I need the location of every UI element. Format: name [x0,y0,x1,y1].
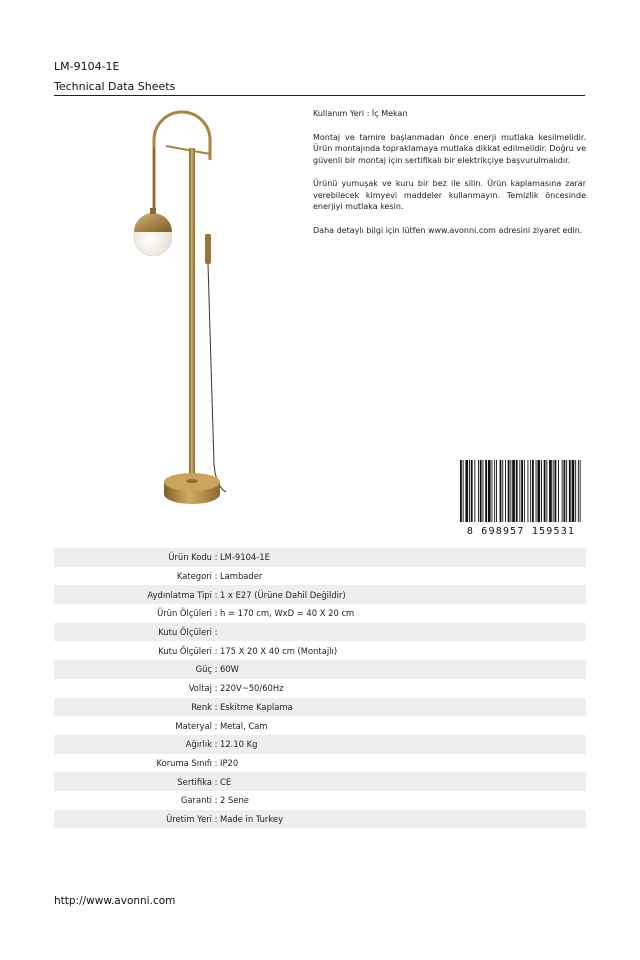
barcode-bar [500,460,502,522]
spec-value: LM-9104-1E [220,552,270,563]
specifications-table [54,548,586,828]
spec-label: Garanti [180,795,212,806]
spec-label: Kutu Ölçüleri [158,645,212,656]
spec-label: Aydınlatma Tipi [147,589,212,600]
spec-label: Ürün Ölçüleri [157,608,212,619]
spec-separator: : [214,589,218,600]
spec-separator: : [214,683,218,694]
spec-separator: : [214,813,218,824]
spec-row [54,567,586,586]
spec-row [54,604,586,623]
barcode-bar [471,460,473,522]
spec-value: 1 x E27 (Ürüne Dahil Değildir) [220,589,346,600]
spec-separator: : [214,795,218,806]
spec-separator: : [214,701,218,712]
barcode-bar [505,460,506,522]
spec-value: 2 Sene [220,795,249,806]
barcode-bar [553,460,554,522]
barcode-bar [488,460,491,522]
usage-information [313,108,586,248]
spec-value: Eskitme Kaplama [220,701,293,712]
spec-label: Kutu Ölçüleri [158,627,212,638]
spec-separator: : [214,645,218,656]
barcode-bar [474,460,475,522]
barcode-bar [564,460,566,522]
barcode-bar [510,460,511,522]
product-barcode [458,460,584,536]
barcode-bar [530,460,531,522]
barcode-bar [562,460,563,522]
barcode-bar [537,460,540,522]
spec-separator: : [214,757,218,768]
barcode-bar [519,460,520,522]
spec-value: 175 X 20 X 40 cm (Montajlı) [220,645,338,656]
spec-value: 220V~50/60Hz [220,683,284,694]
barcode-bar [469,460,470,522]
spec-row [54,698,586,717]
barcode-bar [494,460,495,522]
barcode-bar [483,460,484,522]
barcode-bar [578,460,579,522]
barcode-bar [508,460,510,522]
barcode-bar [465,460,468,522]
spec-value: Lambader [220,571,263,582]
spec-row [54,754,586,773]
spec-row [54,791,586,810]
barcode-bar [541,460,542,522]
spec-row [54,735,586,754]
barcode-bar [460,460,462,522]
barcode-bar [480,460,482,522]
barcode-bar [512,460,515,522]
barcode-bar [569,460,571,522]
document-code: LM-9104-1E [54,60,120,73]
spec-label: Üretim Yeri [166,813,212,824]
spec-value: 60W [220,664,239,675]
spec-separator: : [214,720,218,731]
barcode-bar [532,460,534,522]
spec-separator: : [214,664,218,675]
spec-value: 12.10 Kg [220,739,258,750]
spec-label: Sertifika [177,776,212,787]
barcode-digits: 8 698957 159531 [466,526,576,536]
cleaning-paragraph: Ürünü yumuşak ve kuru bir bez ile silin. Ürün kaplamasına zarar verebilecek kimyevi maddeler kullanmayın. Temizlik öncesinde enerjiyi mutlaka kesin. [313,179,586,211]
spec-row [54,660,586,679]
barcode-bar [485,460,487,522]
barcode-bar [492,460,493,522]
spec-value: h = 170 cm, WxD = 40 X 20 cm [220,608,355,619]
usage-location: Kullanım Yeri : İç Mekan [313,109,408,118]
spec-row [54,772,586,791]
spec-value: Made in Turkey [220,813,284,824]
spec-label: Güç [195,664,212,675]
spec-separator: : [214,627,218,638]
spec-row [54,679,586,698]
barcode-bar [463,460,464,522]
barcode-bar [478,460,479,522]
spec-label: Ağırlık [185,739,212,750]
spec-row [54,810,586,829]
spec-value: CE [220,776,232,787]
barcode-bar [558,460,559,522]
safety-paragraph: Montaj ve tamire başlanmadan önce enerji mutlaka kesilmelidir. Ürün montajında topraklamaya mutlaka dikkat edilmelidir. Doğru ve güvenli bir montaj için sertifikalı bir elektrikçiye başvurulmalıdır. [313,132,586,165]
barcode-bar [516,460,518,522]
spec-separator: : [214,552,218,563]
barcode-bar [524,460,525,522]
barcode-bar [549,460,552,522]
spec-separator: : [214,776,218,787]
barcode-bar [544,460,546,522]
spec-value: Metal, Cam [220,720,268,731]
barcode-bar [502,460,503,522]
spec-value: IP20 [220,757,239,768]
barcode-bar [528,460,529,522]
barcode-bar [555,460,557,522]
spec-label: Renk [191,701,212,712]
spec-row [54,623,586,642]
barcode-bar [566,460,567,522]
barcode-bar [572,460,575,522]
spec-separator: : [214,571,218,582]
barcode-bar [496,460,497,522]
barcode-bar [521,460,523,522]
spec-row [54,585,586,604]
spec-separator: : [214,739,218,750]
spec-row [54,716,586,735]
spec-row [54,641,586,660]
spec-label: Materyal [175,720,212,731]
barcode-bar [580,460,581,522]
barcode-bar [575,460,576,522]
spec-separator: : [214,608,218,619]
spec-label: Kategori [176,571,212,582]
barcode-bar [536,460,537,522]
spec-label: Voltaj [188,683,212,694]
spec-row [54,548,586,567]
barcode-bar [546,460,547,522]
product-image-floor-lamp [120,104,250,516]
document-title: Technical Data Sheets [54,80,176,93]
website-paragraph: Daha detaylı bilgi için lütfen www.avonni.com adresini ziyaret edin. [313,225,583,235]
spec-label: Ürün Kodu [168,552,212,563]
spec-label: Koruma Sınıfı [156,757,212,768]
header-divider [54,95,585,96]
footer-website-link[interactable]: http://www.avonni.com [54,895,176,907]
